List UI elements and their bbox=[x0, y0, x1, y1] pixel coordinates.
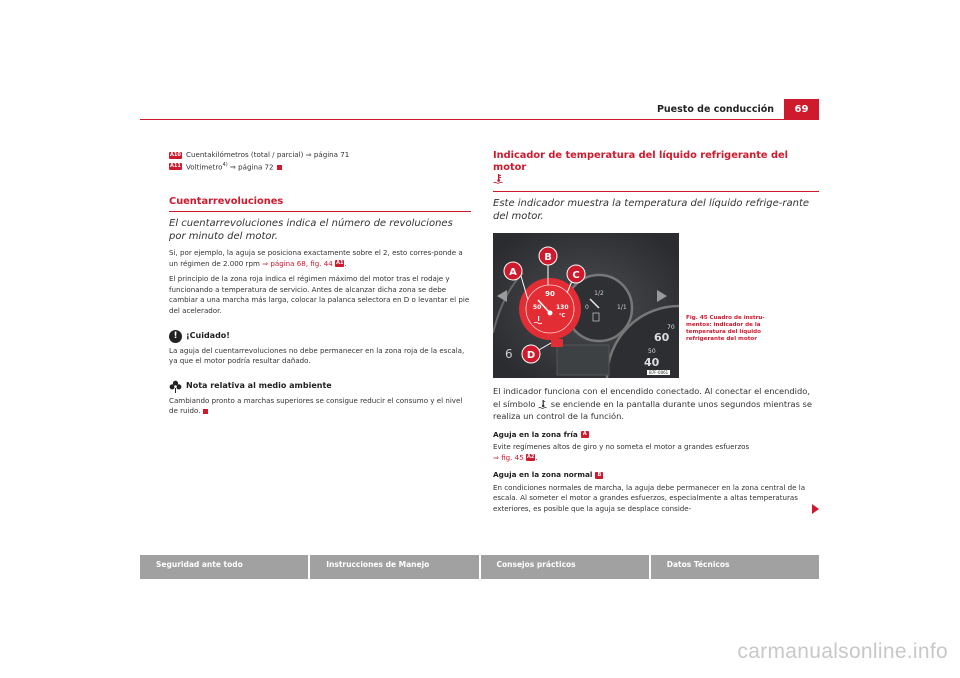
left-column bbox=[169, 150, 471, 417]
figure-45 bbox=[493, 233, 819, 378]
temperature-gauge bbox=[519, 278, 581, 340]
normal-zone-text: En condiciones normales de marcha, la aguja debe permanecer en la zona central de la escala. Al someter el motor a grandes esfuerzos, especialmente a altas temperaturas exteriores, es posible que la aguja se desplace conside- bbox=[493, 483, 819, 515]
leaf-icon bbox=[169, 380, 182, 393]
environment-text: Cambiando pronto a marchas superiores se consigue reducir el consumo y el nivel de ruido. bbox=[169, 395, 463, 416]
callout-badge: A1 bbox=[336, 260, 344, 267]
section-lead: Este indicador muestra la temperatura del líquido refrige-rante del motor. bbox=[493, 198, 810, 222]
list-item bbox=[169, 161, 471, 172]
cold-zone-text: Evite regímenes altos de giro y no someta el motor a grandes esfuerzos ⇒ fig. 45 A2. bbox=[493, 442, 750, 462]
figure-link[interactable]: ⇒ fig. 45 bbox=[493, 452, 524, 462]
page-number: 69 bbox=[784, 99, 819, 119]
callout-badge: A bbox=[581, 431, 589, 438]
callout-badge: A10 bbox=[170, 151, 181, 158]
list-item-text: Voltímetro$^{4)}$ ⇒ página 72 bbox=[186, 160, 282, 173]
caution-icon: ! bbox=[169, 330, 182, 343]
running-header-title: Puesto de conducción bbox=[656, 104, 774, 115]
instrument-cluster-image bbox=[493, 233, 679, 378]
list-item-text: Cuentakilómetros (total / parcial) ⇒ página 71 bbox=[186, 150, 350, 160]
section-cuentarrevoluciones bbox=[169, 196, 471, 417]
svg-text:C: C bbox=[572, 270, 580, 281]
body-paragraph: El indicador funciona con el encendido conectado. Al conectar el encendido, el símbolo se enciende en la pantalla durante unos segundos mientras se realiza un control de la función. bbox=[493, 386, 812, 421]
end-of-section-icon bbox=[203, 409, 208, 414]
coolant-temperature-icon bbox=[493, 174, 504, 184]
svg-text:70: 70 bbox=[667, 324, 675, 331]
temp-label-130: 130 bbox=[556, 304, 569, 311]
coolant-temperature-icon bbox=[538, 400, 548, 409]
temp-label-50: 50 bbox=[533, 304, 542, 311]
footnote-marker: 4) bbox=[222, 162, 228, 169]
section-rule bbox=[169, 211, 471, 212]
callout-c bbox=[567, 265, 585, 283]
caution-text: La aguja del cuentarrevoluciones no debe permanecer en la zona roja de la escala, ya que el motor podría resultar dañado. bbox=[169, 345, 465, 366]
coolant-warning-lamp bbox=[551, 339, 563, 347]
page-link[interactable]: ⇒ página 68, fig. 44 bbox=[262, 258, 333, 268]
footer-tab-consejos[interactable]: Consejos prácticos bbox=[481, 555, 649, 579]
svg-text:50: 50 bbox=[648, 348, 656, 355]
temp-unit: °C bbox=[559, 313, 566, 319]
caution-heading: ! ¡Cuidado! bbox=[169, 330, 471, 343]
footer-nav bbox=[140, 555, 819, 579]
callout-b bbox=[539, 247, 557, 265]
figure-code: B7F-0061 bbox=[649, 370, 669, 375]
tacho-label: 6 bbox=[505, 347, 513, 361]
body-paragraph: Si, por ejemplo, la aguja se posiciona exactamente sobre el 2, esto corres-ponde a un régimen de 2.000 rpm ⇒ página 68, fig. 44 A1. bbox=[169, 248, 463, 268]
temp-label-90: 90 bbox=[545, 290, 555, 298]
svg-text:D: D bbox=[526, 350, 536, 361]
subheading-normal: Aguja en la zona normal B bbox=[493, 470, 819, 481]
watermark: carmanualsonline.info bbox=[737, 640, 948, 663]
callout-badge: B bbox=[595, 472, 603, 479]
subheading-cold: Aguja en la zona fría A bbox=[493, 430, 819, 441]
figure-caption: Fig. 45 Cuadro de instru-mentos: indicador de la temperatura del líquido refrigerante del motor bbox=[686, 315, 765, 342]
fuel-label-half: 1/2 bbox=[594, 290, 604, 297]
section-title: Indicador de temperatura del líquido refrigerante del motor bbox=[493, 150, 819, 188]
section-lead: El cuentarrevoluciones indica el número de revoluciones por minuto del motor. bbox=[169, 218, 453, 242]
footer-tab-seguridad[interactable]: Seguridad ante todo bbox=[140, 555, 308, 579]
right-column bbox=[493, 150, 819, 515]
section-rule bbox=[493, 191, 819, 192]
svg-text:B: B bbox=[544, 252, 552, 263]
callout-a bbox=[504, 262, 522, 280]
section-title: Cuentarrevoluciones bbox=[169, 196, 284, 207]
fuel-label-empty: 0 bbox=[585, 304, 589, 311]
environment-heading: Nota relativa al medio ambiente bbox=[169, 380, 471, 393]
header-rule bbox=[140, 119, 819, 120]
svg-text:A: A bbox=[509, 267, 517, 278]
svg-text:60: 60 bbox=[654, 331, 670, 344]
footer-tab-datos[interactable]: Datos Técnicos bbox=[651, 555, 819, 579]
callout-badge: A11 bbox=[170, 162, 181, 169]
callout-badge: A2 bbox=[526, 454, 535, 461]
callout-d bbox=[522, 345, 540, 363]
instrument-cluster-illustration bbox=[493, 233, 679, 378]
fuel-label-full: 1/1 bbox=[617, 304, 627, 311]
body-paragraph: El principio de la zona roja indica el régimen máximo del motor tras el rodaje y funcionando a temperatura de servicio. Antes de alcanzar dicha zona se debe cambiar a una marcha más larga, colocar la palanca selectora en D o levantar el pie del acelerador. bbox=[169, 274, 470, 315]
svg-text:40: 40 bbox=[644, 356, 660, 369]
footer-tab-instrucciones[interactable]: Instrucciones de Manejo bbox=[310, 555, 478, 579]
display-panel bbox=[557, 345, 609, 375]
continue-arrow-icon bbox=[812, 504, 819, 514]
end-of-section-icon bbox=[277, 165, 282, 170]
